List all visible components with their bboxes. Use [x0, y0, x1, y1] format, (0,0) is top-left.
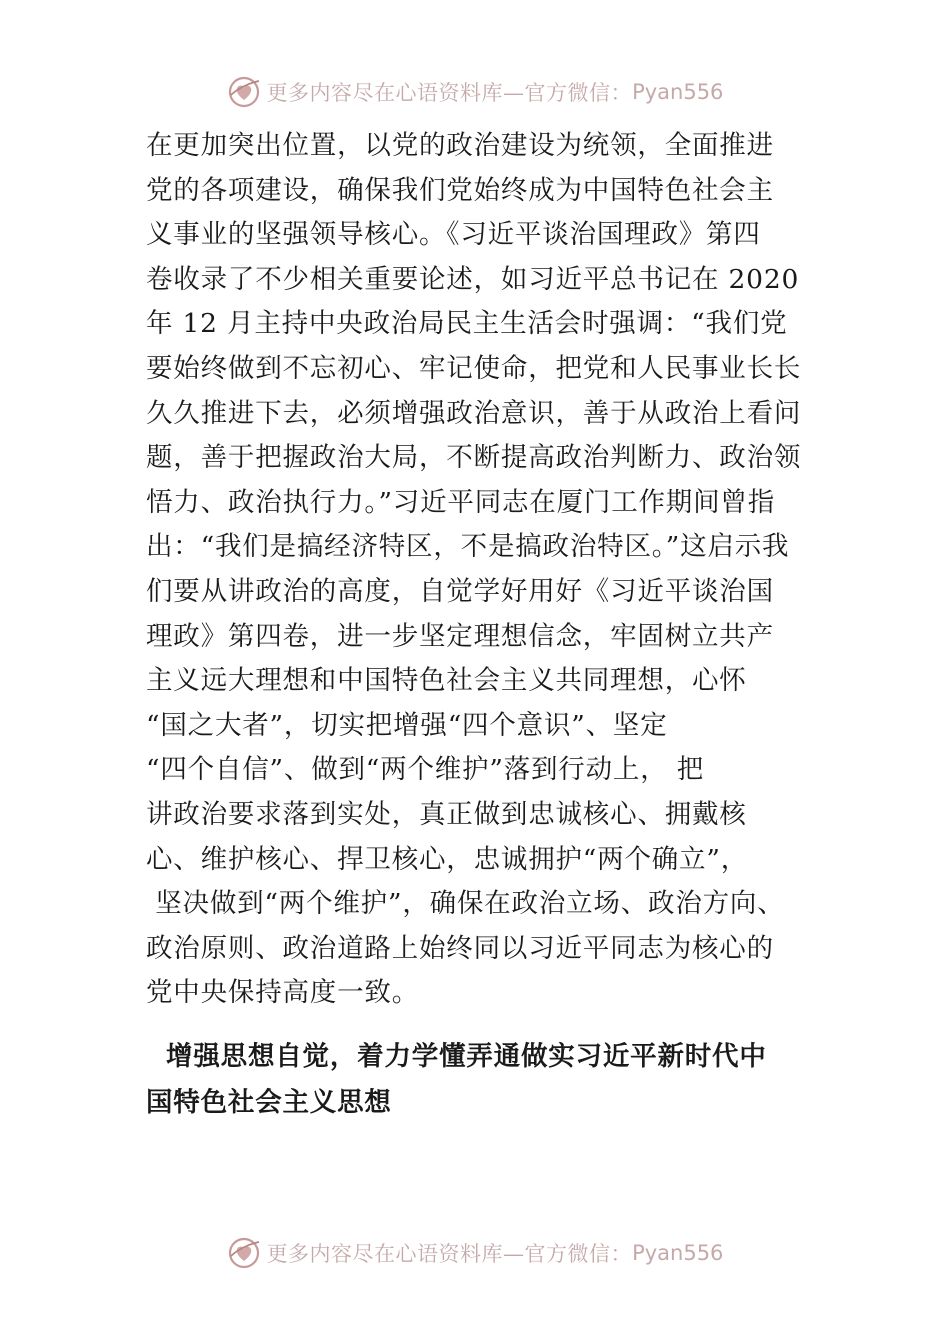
watermark-id: Pyan556: [632, 80, 724, 104]
body-line: 党中央保持高度一致。: [146, 977, 419, 1009]
header-watermark: [0, 72, 950, 112]
body-paragraph: [146, 124, 816, 1016]
body-line: 年 12 月主持中央政治局民主生活会时强调：“我们党: [146, 308, 788, 340]
watermark-text: 更多内容尽在心语资料库—官方微信：: [266, 1242, 633, 1266]
body-line: 政治原则、政治道路上始终同以习近平同志为核心的: [146, 932, 774, 964]
body-line: 心、维护核心、捍卫核心，忠诚拥护“两个确立”，: [146, 843, 748, 875]
body-line: 卷收录了不少相关重要论述，如习近平总书记在 2020: [146, 263, 800, 295]
body-line: 们要从讲政治的高度，自觉学好用好《习近平谈治国: [146, 575, 774, 607]
body-line: 悟力、政治执行力。”习近平同志在厦门工作期间曾指: [146, 486, 775, 518]
heading-line: 国特色社会主义思想: [146, 1087, 392, 1118]
body-line: 坚决做到“两个维护”，确保在政治立场、政治方向、: [146, 888, 785, 920]
heart-logo-icon: [227, 75, 261, 109]
body-line: 题，善于把握政治大局，不断提高政治判断力、政治领: [146, 442, 802, 474]
body-line: 理政》第四卷，进一步坚定理想信念，牢固树立共产: [146, 620, 774, 652]
heart-logo-icon: [227, 1236, 261, 1270]
body-line: 主义远大理想和中国特色社会主义共同理想，心怀: [146, 665, 747, 697]
body-line: 讲政治要求落到实处，真正做到忠诚核心、拥戴核: [146, 798, 747, 830]
body-line: 出：“我们是搞经济特区，不是搞政治特区。”这启示我: [146, 531, 790, 563]
body-line: 党的各项建设，确保我们党始终成为中国特色社会主: [146, 174, 774, 206]
body-line: 在更加突出位置，以党的政治建设为统领，全面推进: [146, 130, 774, 161]
body-line: “四个自信”、做到“两个维护”落到行动上， 把: [146, 754, 705, 786]
body-line: 久久推进下去，必须增强政治意识，善于从政治上看问: [146, 397, 802, 429]
footer-watermark: [0, 1233, 950, 1273]
heading-line: 增强思想自觉，着力学懂弄通做实习近平新时代中: [146, 1041, 767, 1072]
watermark-id: Pyan556: [632, 1241, 724, 1265]
body-line: 要始终做到不忘初心、牢记使命，把党和人民事业长长: [146, 352, 802, 384]
watermark-text: 更多内容尽在心语资料库—官方微信：: [266, 81, 633, 105]
section-heading: [146, 1034, 816, 1126]
body-line: 义事业的坚强领导核心。《习近平谈治国理政》第四: [146, 219, 761, 251]
body-line: “国之大者”，切实把增强“四个意识”、坚定: [146, 709, 668, 741]
